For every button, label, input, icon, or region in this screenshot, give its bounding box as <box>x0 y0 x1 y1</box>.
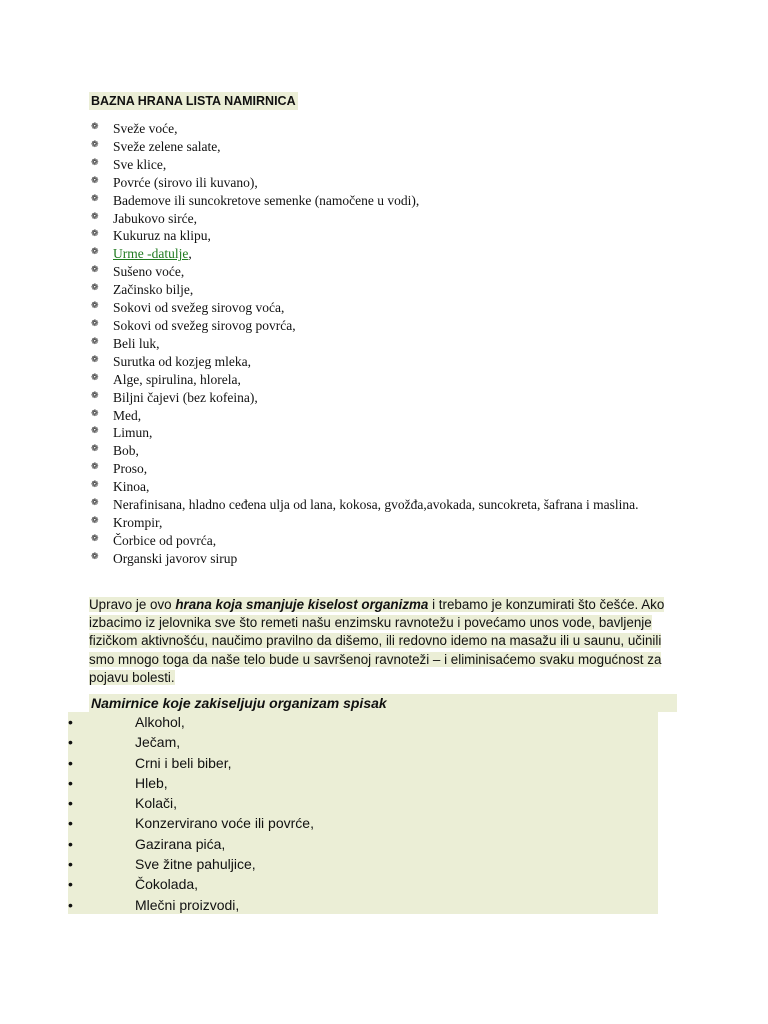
list-item-text: Crni i beli biber, <box>135 754 232 771</box>
list-item <box>68 712 658 732</box>
paragraph-part2: i trebamo je konzumirati što češće. Ako izbacimo iz jelovnika sve što remeti našu enzimsku ravnotežu i povećamo unos vode, bavljenje fizičkom aktivnošću, naučimo pravilno da dišemo, ili redovno idemo na masažu ili u saunu, učinili smo mnogo toga da naše telo bude u savršenoj ravnoteži – i eliminisaćemo svaku mogućnost za pojavu bolesti. <box>89 597 665 685</box>
list-item-text: Sveže zelene salate, <box>113 138 221 154</box>
list-item <box>89 532 679 550</box>
list-item-text: Začinsko bilje, <box>113 282 194 298</box>
list-item-suffix: , <box>188 246 192 262</box>
list-item <box>68 753 658 773</box>
alkaline-food-list <box>89 120 679 568</box>
bullet-dot-icon: • <box>68 795 73 812</box>
bullet-dot-icon: • <box>68 754 73 771</box>
list-item-text: Sokovi od svežeg sirovog povrća, <box>113 317 296 333</box>
list-item <box>89 478 679 496</box>
list-item <box>68 854 658 874</box>
list-item <box>89 353 679 371</box>
flower-bullet-icon: ❁ <box>91 246 99 257</box>
flower-bullet-icon: ❁ <box>91 443 99 454</box>
list-item <box>89 227 679 245</box>
list-item <box>68 895 658 915</box>
flower-bullet-icon: ❁ <box>91 317 99 328</box>
flower-bullet-icon: ❁ <box>91 138 99 149</box>
list-item <box>68 874 658 894</box>
flower-bullet-icon: ❁ <box>91 479 99 490</box>
bullet-dot-icon: • <box>68 714 73 730</box>
list-item <box>89 550 679 568</box>
intro-paragraph <box>89 596 675 687</box>
acidic-food-list <box>68 712 658 914</box>
flower-bullet-icon: ❁ <box>91 425 99 436</box>
list-item <box>89 156 679 174</box>
list-item <box>89 371 679 389</box>
list-item <box>68 793 658 813</box>
flower-bullet-icon: ❁ <box>91 192 99 203</box>
urme-datulje-link[interactable]: Urme -datulje <box>113 246 189 262</box>
bullet-dot-icon: • <box>68 896 73 913</box>
flower-bullet-icon: ❁ <box>91 353 99 364</box>
list-item <box>89 281 679 299</box>
list-item-text: Hleb, <box>135 774 168 791</box>
list-item-text: Konzervirano voće ili povrće, <box>135 815 314 832</box>
flower-bullet-icon: ❁ <box>91 389 99 400</box>
page-title: BAZNA HRANA LISTA NAMIRNICA <box>91 94 296 108</box>
list-item <box>68 834 658 854</box>
list-item-text: Sve žitne pahuljice, <box>135 856 256 873</box>
list-item <box>89 496 679 514</box>
list-item-text: Jabukovo sirće, <box>113 210 197 226</box>
bullet-dot-icon: • <box>68 835 73 852</box>
list-item <box>89 335 679 353</box>
list-item-text: Sve klice, <box>113 156 167 172</box>
list-item <box>89 120 679 138</box>
list-item <box>89 389 679 407</box>
list-item-text: Kinoa, <box>113 479 150 495</box>
paragraph-emphasis: hrana koja smanjuje kiselost organizma <box>175 597 429 612</box>
list-item <box>89 442 679 460</box>
flower-bullet-icon: ❁ <box>91 550 99 561</box>
list-item <box>89 192 679 210</box>
bullet-dot-icon: • <box>68 815 73 832</box>
list-item <box>68 813 658 833</box>
flower-bullet-icon: ❁ <box>91 497 99 508</box>
list-item-text: Gazirana pića, <box>135 835 226 852</box>
flower-bullet-icon: ❁ <box>91 335 99 346</box>
flower-bullet-icon: ❁ <box>91 532 99 543</box>
list-item-text: Med, <box>113 407 142 423</box>
list-item <box>89 424 679 442</box>
list-item-text: Proso, <box>113 461 148 477</box>
list-item-text: Čorbice od povrća, <box>113 532 217 548</box>
list-item <box>89 210 679 228</box>
list-item <box>89 263 679 281</box>
list-item-text: Nerafinisana, hladno ceđena ulja od lana, kokosa, gvožđa,avokada, suncokreta, šafrana i maslina. <box>113 497 639 513</box>
flower-bullet-icon: ❁ <box>91 407 99 418</box>
list-item <box>68 732 658 752</box>
list-item <box>89 138 679 156</box>
list-item-text: Mlečni proizvodi, <box>135 896 240 913</box>
flower-bullet-icon: ❁ <box>91 282 99 293</box>
paragraph-part1: Upravo je ovo <box>89 597 176 612</box>
list-item <box>89 514 679 532</box>
list-item-text: Limun, <box>113 425 153 441</box>
bullet-dot-icon: • <box>68 856 73 873</box>
list-item-text: Biljni čajevi (bez kofeina), <box>113 389 258 405</box>
flower-bullet-icon: ❁ <box>91 228 99 239</box>
bullet-dot-icon: • <box>68 774 73 791</box>
list-item <box>89 460 679 478</box>
list-item <box>68 773 658 793</box>
list-item-text: Alkohol, <box>135 714 185 730</box>
list-item-text: Kolači, <box>135 795 178 812</box>
list-item-text: Sokovi od svežeg sirovog voća, <box>113 300 285 316</box>
flower-bullet-icon: ❁ <box>91 461 99 472</box>
list-item-text: Sušeno voće, <box>113 264 185 280</box>
list-item <box>89 245 679 263</box>
list-item-text: Alge, spirulina, hlorela, <box>113 371 241 387</box>
list-item-text: Surutka od kozjeg mleka, <box>113 353 251 369</box>
flower-bullet-icon: ❁ <box>91 210 99 221</box>
list-item <box>89 174 679 192</box>
list-item-text: Kukuruz na klipu, <box>113 228 211 244</box>
list-item <box>89 317 679 335</box>
flower-bullet-icon: ❁ <box>91 264 99 275</box>
list-item-text: Čokolada, <box>135 876 199 893</box>
list-item-text: Bademove ili suncokretove semenke (namočene u vodi), <box>113 192 420 208</box>
list-item-text: Bob, <box>113 443 139 459</box>
flower-bullet-icon: ❁ <box>91 371 99 382</box>
flower-bullet-icon: ❁ <box>91 121 99 131</box>
list-item-text: Sveže voće, <box>113 121 178 136</box>
acidic-food-heading: Namirnice koje zakiseljuju organizam spisak <box>89 694 677 712</box>
list-item <box>89 407 679 425</box>
flower-bullet-icon: ❁ <box>91 300 99 311</box>
list-item-text: Ječam, <box>135 734 181 751</box>
list-item-text: Krompir, <box>113 514 163 530</box>
bullet-dot-icon: • <box>68 734 73 751</box>
bullet-dot-icon: • <box>68 876 73 893</box>
list-item-text: Povrće (sirovo ili kuvano), <box>113 174 258 190</box>
list-item-text: Organski javorov sirup <box>113 550 238 566</box>
flower-bullet-icon: ❁ <box>91 514 99 525</box>
flower-bullet-icon: ❁ <box>91 156 99 167</box>
list-item-text: Beli luk, <box>113 335 160 351</box>
flower-bullet-icon: ❁ <box>91 174 99 185</box>
list-item <box>89 299 679 317</box>
